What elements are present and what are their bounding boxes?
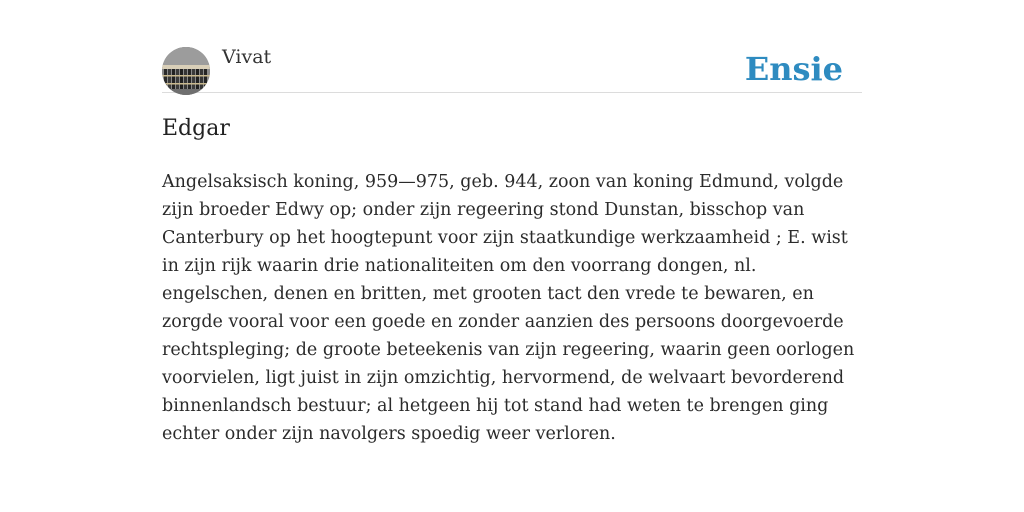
entry-card <box>162 0 862 444</box>
book-spines-icon <box>162 47 210 95</box>
entry-header <box>162 0 862 93</box>
source-avatar[interactable] <box>162 47 210 95</box>
entry-text: Angelsaksisch koning, 959—975, geb. 944, zoon van koning Edmund, volgde zijn broeder Edwy op; onder zijn regeering stond Dunstan, bisschop van Canterbury op het hoogtepunt voor zijn staatkundige werkzaamheid ; E. wist in zijn rijk waarin drie nationaliteiten om den voorrang dongen, nl. engelschen, denen en britten, met grooten tact den vrede te bewaren, en zorgde vooral voor een goede en zonder aanzien des persoons doorgevoerde rechtspleging; de groote beteekenis van zijn regeering, waarin geen oorlogen voorvielen, ligt juist in zijn omzichtig, hervormend, de welvaart bevorderend binnenlandsch bestuur; al hetgeen hij tot stand had weten te brengen ging echter onder zijn navolgers spoedig weer verloren. <box>162 172 855 444</box>
entry-title: Edgar <box>162 116 230 141</box>
source-name[interactable]: Vivat <box>222 46 272 68</box>
brand-logo[interactable]: Ensie <box>744 50 843 88</box>
